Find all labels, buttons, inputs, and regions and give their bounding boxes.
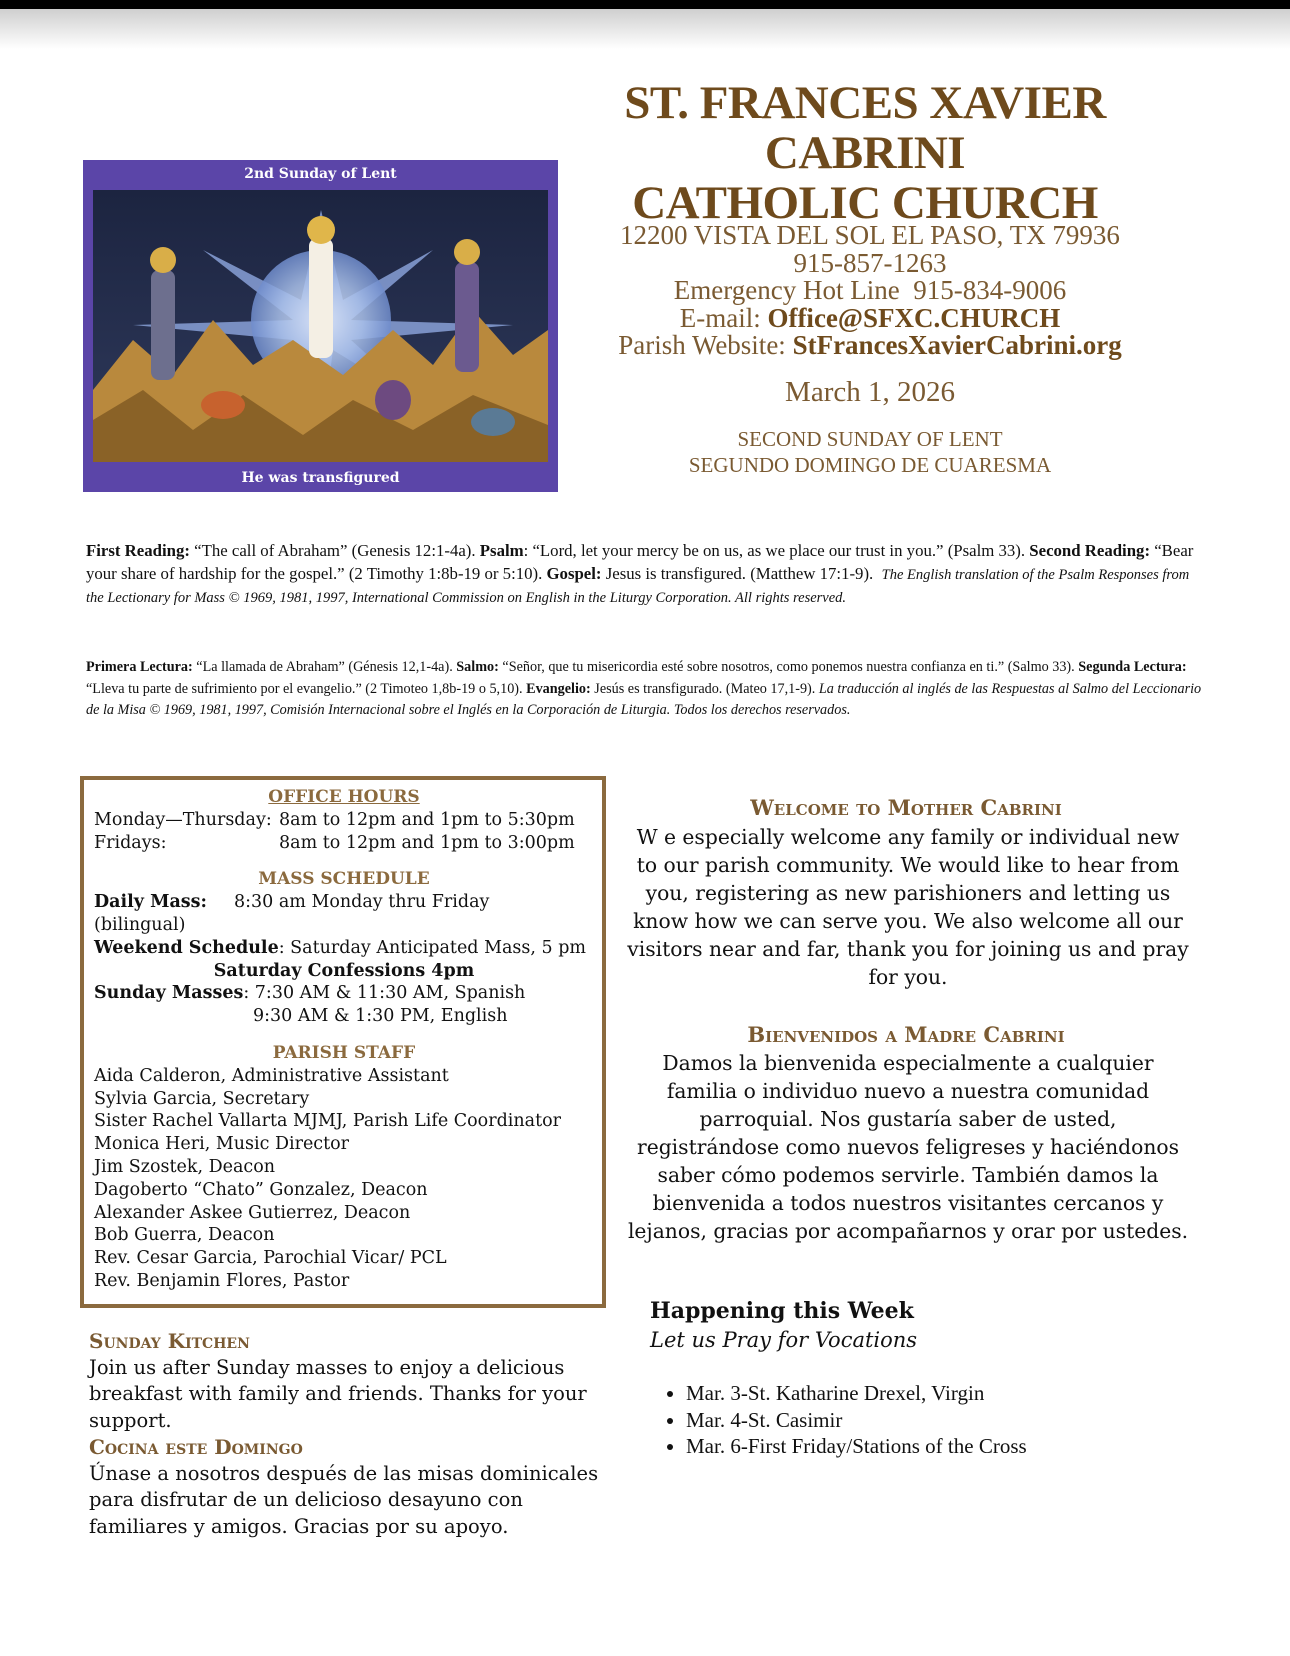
kitchen-heading-es: Cocina este Domingo xyxy=(89,1435,303,1459)
website-label: Parish Website: xyxy=(618,330,786,360)
kitchen-text-es: Únase a nosotros después de las misas dominicales para disfrutar de un delicioso desayuno con familiares y amigos. Gracias por su apoyo. xyxy=(89,1461,599,1538)
emergency-phone: 915-834-9006 xyxy=(913,275,1067,305)
staff-member: Sylvia Garcia, Secretary xyxy=(94,1088,310,1109)
happening-title: Happening this Week xyxy=(650,1298,914,1324)
staff-member: Alexander Askee Gutierrez, Deacon xyxy=(94,1202,411,1223)
address: 12200 VISTA DEL SOL EL PASO, TX 79936 xyxy=(620,220,1120,250)
email-line xyxy=(590,302,1150,333)
daily-mass-label: Daily Mass: xyxy=(94,892,207,913)
hours-value: 8am to 12pm and 1pm to 5:30pm xyxy=(279,809,575,830)
sunday-mass-label: Sunday Masses xyxy=(94,983,244,1004)
confessions: Saturday Confessions 4pm xyxy=(213,960,475,981)
parish-staff-title: PARISH STAFF xyxy=(272,1042,416,1063)
happening-this-week xyxy=(650,1298,1210,1460)
contact-block xyxy=(590,222,1150,360)
gospel-text: Jesus is transfigured. (Matthew 17:1-9). xyxy=(601,563,878,583)
top-shade xyxy=(0,9,1290,49)
copyright-note-en: The English translation of the Psalm Responses from the Lectionary for Mass © 1969, 1981, 1997, International Commission on English in the Liturgy Corporation. All rights reserved. xyxy=(86,566,1190,606)
liturgical-day xyxy=(590,426,1150,478)
staff-member: Jim Szostek, Deacon xyxy=(94,1156,276,1177)
daily-mass-note: (bilingual) xyxy=(94,914,186,935)
daily-mass-row xyxy=(94,891,594,914)
email-link[interactable]: Office@SFXC.CHURCH xyxy=(767,302,1061,333)
segunda-lectura-label: Segunda Lectura: xyxy=(1078,659,1187,675)
staff-member: Dagoberto “Chato” Gonzalez, Deacon xyxy=(94,1179,428,1200)
psalm-text: : “Lord, let your mercy be on us, as we place our trust in you.” (Psalm 33). xyxy=(523,541,1030,560)
event-item: • Mar. 3-St. Katharine Drexel, Virgin xyxy=(686,1380,1210,1407)
church-name-line2: CATHOLIC CHURCH xyxy=(632,177,1098,229)
first-reading-text: “The call of Abraham” (Genesis 12:1-4a). xyxy=(189,541,480,560)
events-list xyxy=(650,1380,1210,1460)
website-line xyxy=(590,332,1150,360)
salmo-label: Salmo: xyxy=(456,659,499,675)
office-hours-box xyxy=(80,776,606,1308)
bienvenidos-text: Damos la bienvenida especialmente a cualquier familia o individuo nuevo a nuestra comunidad parroquial. Nos gustaría saber de usted, registrándose como nuevos feligreses y haciéndonos saber cómo podemos servirle. También damos la bienvenida a todos nuestros visitantes cercanos y lejanos, gracias por acompañarnos y orar por ustedes. xyxy=(627,1051,1189,1243)
website-link[interactable]: StFrancesXavierCabrini.org xyxy=(792,330,1122,360)
church-name xyxy=(520,78,1210,228)
liturgical-day-es: SEGUNDO DOMINGO DE CUARESMA xyxy=(688,453,1052,477)
welcome-heading: Welcome to Mother Cabrini xyxy=(750,795,1062,820)
sunday-mass-row xyxy=(94,982,594,1005)
event-item: • Mar. 6-First Friday/Stations of the Cross xyxy=(686,1433,1210,1460)
emergency-line xyxy=(590,277,1150,305)
sunday-mass-text: : 7:30 AM & 11:30 AM, Spanish xyxy=(243,983,526,1004)
emergency-label: Emergency Hot Line xyxy=(673,275,900,305)
primera-lectura-text: “La llamada de Abraham” (Génesis 12,1-4a). xyxy=(192,659,457,675)
hours-row-fri xyxy=(94,832,594,855)
phone: 915-857-1263 xyxy=(793,247,947,278)
psalm-label: Psalm xyxy=(479,541,524,560)
staff-member: Rev. Cesar Garcia, Parochial Vicar/ PCL xyxy=(94,1248,447,1269)
kitchen-heading-en: Sunday Kitchen xyxy=(89,1329,250,1353)
bulletin-date: March 1, 2026 xyxy=(785,376,955,408)
sunday-mass-row-2: 9:30 AM & 1:30 PM, English xyxy=(253,1006,508,1027)
email-label: E-mail: xyxy=(679,302,761,333)
gospel-label: Gospel: xyxy=(546,563,602,583)
image-bottom-caption: He was transfigured xyxy=(241,470,400,486)
hours-label: Fridays: xyxy=(94,832,167,853)
second-reading-text: “Bear your share of hardship for the gospel.” (2 Timothy 1:8b-19 or 5:10). xyxy=(86,541,1194,583)
salmo-text: “Señor, que tu misericordia esté sobre nosotros, como ponemos nuestra confianza en ti.” (Salmo 33). xyxy=(498,659,1079,675)
hours-label: Monday—Thursday: xyxy=(94,809,272,830)
evangelio-text: Jesús es transfigurado. (Mateo 17,1-9). xyxy=(590,680,819,697)
office-hours-title: OFFICE HOURS xyxy=(268,787,420,807)
mass-schedule-title: MASS SCHEDULE xyxy=(258,869,430,890)
transfiguration-icon xyxy=(93,190,548,462)
daily-mass-text: 8:30 am Monday thru Friday xyxy=(234,892,490,913)
transfiguration-image xyxy=(83,160,558,492)
hours-value: 8am to 12pm and 1pm to 3:00pm xyxy=(279,832,575,853)
hours-row-mon-thu xyxy=(94,809,594,832)
staff-member: Rev. Benjamin Flores, Pastor xyxy=(94,1270,350,1291)
readings-spanish xyxy=(86,657,1204,722)
weekend-text: : Saturday Anticipated Mass, 5 pm xyxy=(278,937,586,958)
liturgical-day-en: SECOND SUNDAY OF LENT xyxy=(737,427,1003,451)
event-item: • Mar. 4-St. Casimir xyxy=(686,1407,1210,1434)
copyright-note-es: La traducción al inglés de las Respuestas al Salmo del Leccionario de la Misa © 1969, 1981, 1997, Comisión Internacional sobre el Inglés en la Corporación de Liturgia. Todos los derechos reservados. xyxy=(86,680,1202,718)
staff-member: Aida Calderon, Administrative Assistant xyxy=(94,1065,449,1086)
church-name-line1: ST. FRANCES XAVIER CABRINI xyxy=(624,77,1106,179)
image-top-caption: 2nd Sunday of Lent xyxy=(244,166,397,182)
kitchen-text-en: Join us after Sunday masses to enjoy a delicious breakfast with family and friends. Thanks for your support. xyxy=(89,1355,587,1432)
first-reading-label: First Reading: xyxy=(86,541,190,560)
segunda-lectura-text: “Lleva tu parte de sufrimiento por el evangelio.” (2 Timoteo 1,8b-19 o 5,10). xyxy=(86,680,527,697)
evangelio-label: Evangelio: xyxy=(526,680,591,697)
top-border xyxy=(0,0,1290,9)
happening-subtitle: Let us Pray for Vocations xyxy=(650,1328,918,1352)
second-reading-label: Second Reading: xyxy=(1029,541,1151,560)
staff-list xyxy=(94,1065,594,1293)
primera-lectura-label: Primera Lectura: xyxy=(86,659,193,675)
staff-member: Bob Guerra, Deacon xyxy=(94,1225,275,1246)
welcome-text: W e especially welcome any family or individual new to our parish community. We would like to hear from you, registering as new parishioners and letting us know how we can serve you. We also welcome all our visitors near and far, thank you for joining us and pray for you. xyxy=(627,825,1189,989)
bienvenidos-heading: Bienvenidos a Madre Cabrini xyxy=(747,1022,1065,1047)
weekend-row xyxy=(94,937,594,960)
readings-english xyxy=(86,540,1204,610)
weekend-label: Weekend Schedule xyxy=(94,937,279,958)
sunday-kitchen xyxy=(89,1328,609,1540)
staff-member: Monica Heri, Music Director xyxy=(94,1134,350,1155)
staff-member: Sister Rachel Vallarta MJMJ, Parish Life Coordinator xyxy=(94,1111,562,1132)
